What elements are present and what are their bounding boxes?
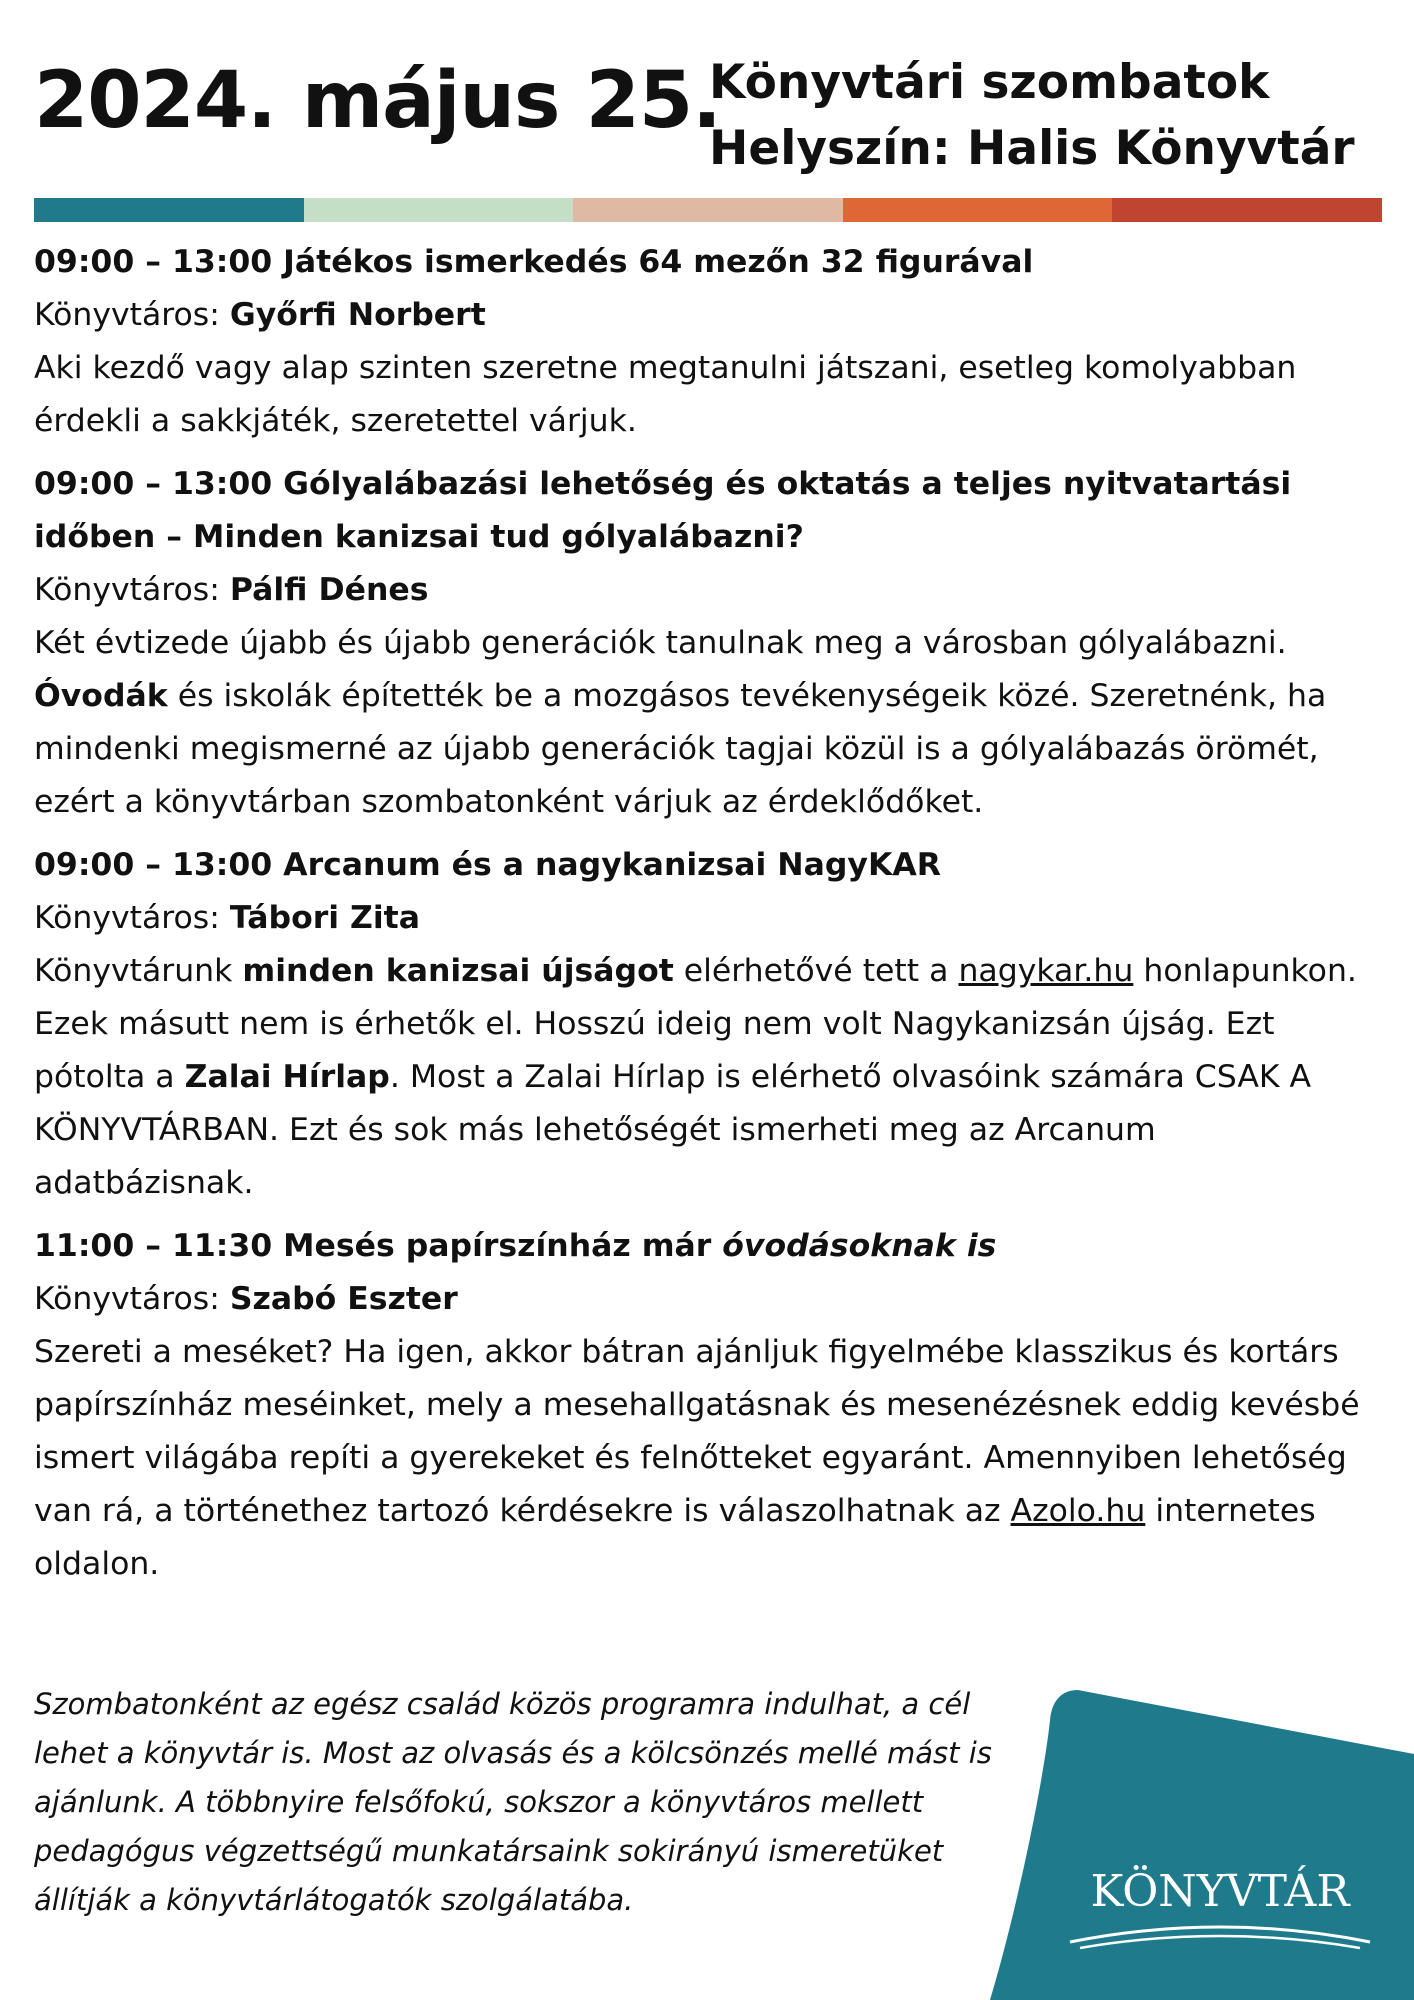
librarian-label: Könyvtáros: — [34, 900, 230, 936]
description-text: Könyvtárunk — [34, 953, 243, 989]
description-text: honlapunkon. Ezek másutt nem is érhetők el. Hosszú ideig nem volt Nagykanizsán újság. Ezt pótolta a — [34, 953, 1357, 1095]
description-text: elérhetővé tett a — [673, 953, 959, 989]
description-text: internetes oldalon. — [34, 1493, 1316, 1582]
description-text: . Most a Zalai Hírlap is elérhető olvasóink számára CSAK A KÖNYVTÁRBAN. Ezt és sok más lehetőségét ismerheti meg az Arcanum adatbázisnak. — [34, 1059, 1312, 1201]
open-book-icon — [1060, 1918, 1380, 1952]
event-date: 2024. május 25. — [34, 56, 721, 146]
event-librarian — [34, 564, 1384, 617]
event-description — [34, 617, 1384, 829]
header-right — [709, 50, 1355, 182]
librarian-name: Tábori Zita — [229, 900, 420, 936]
event-description — [34, 945, 1384, 1210]
description-bold: Óvodák — [34, 678, 168, 714]
event-description: Aki kezdő vagy alap szinten szeretne megtanulni játszani, esetleg komolyabban érdekli a sakkjáték, szeretettel várjuk. — [34, 350, 1297, 439]
event-librarian — [34, 892, 1384, 945]
color-bar-segment — [1112, 198, 1382, 222]
event-librarian — [34, 289, 1384, 342]
description-text: Szereti a meséket? Ha igen, akkor bátran ajánljuk figyelmébe klasszikus és kortárs papírszínház meséinket, mely a mesehallgatásnak és mesenézésnek eddig kevésbé ismert világába repíti a gyerekeket és felnőtteket egyaránt. Amennyiben lehetőség van rá, a történethez tartozó kérdésekre is válaszolhatnak az — [34, 1334, 1360, 1529]
event-title: 09:00 – 13:00 Arcanum és a nagykanizsai NagyKAR — [34, 847, 942, 883]
header — [34, 40, 1380, 190]
event-title — [34, 1220, 1384, 1273]
librarian-label: Könyvtáros: — [34, 572, 230, 608]
location: Helyszín: Halis Könyvtár — [709, 121, 1355, 176]
event-chess — [34, 236, 1384, 448]
azolo-link[interactable]: Azolo.hu — [1010, 1493, 1146, 1529]
event-librarian — [34, 1273, 1384, 1326]
color-bar — [34, 198, 1382, 222]
event-paper-theatre — [34, 1220, 1384, 1591]
event-title-italic: óvodásoknak is — [722, 1228, 997, 1264]
event-description — [34, 1326, 1384, 1591]
program-title: Könyvtári szombatok — [709, 55, 1270, 110]
color-bar-segment — [843, 198, 1113, 222]
description-text: Két évtizede újabb és újabb generációk tanulnak meg a városban gólyalábazni. — [34, 625, 1287, 661]
description-text: és iskolák építették be a mozgásos tevékenységeik közé. Szeretnénk, ha mindenki megismerné az újabb generációk tagjai közül is a gólyalábazás örömét, ezért a könyvtárban szombatonként várjuk az érdeklődőket. — [34, 678, 1327, 820]
event-title: 09:00 – 13:00 Játékos ismerkedés 64 mezőn 32 figurával — [34, 244, 1034, 280]
nagykar-link[interactable]: nagykar.hu — [958, 953, 1134, 989]
library-logo-text: KÖNYVTÁR — [1090, 1866, 1350, 1917]
color-bar-segment — [34, 198, 304, 222]
librarian-name: Győrfi Norbert — [229, 297, 486, 333]
event-arcanum — [34, 839, 1384, 1210]
color-bar-segment — [304, 198, 574, 222]
event-title-main: 11:00 – 11:30 Mesés papírszínház már — [34, 1228, 723, 1264]
event-stilts — [34, 458, 1384, 829]
footer-note: Szombatonként az egész család közös programra indulhat, a cél lehet a könyvtár is. Most az olvasás és a kölcsönzés mellé mást is ajánlunk. A többnyire felsőfokú, sokszor a könyvtáros mellett pedagógus végzettségű munkatársaink sokirányú ismeretüket állítják a könyvtárlátogatók szolgálatába. — [34, 1687, 992, 1917]
librarian-name: Pálfi Dénes — [229, 572, 429, 608]
librarian-name: Szabó Eszter — [229, 1281, 458, 1317]
logo-background-shape — [990, 1690, 1414, 2000]
events-list — [34, 236, 1384, 1601]
description-bold: minden kanizsai újságot — [242, 953, 674, 989]
librarian-label: Könyvtáros: — [34, 1281, 230, 1317]
event-title: 09:00 – 13:00 Gólyalábazási lehetőség és oktatás a teljes nyitvatartási időben – Minden kanizsai tud gólyalábazni? — [34, 466, 1292, 555]
librarian-label: Könyvtáros: — [34, 297, 230, 333]
color-bar-segment — [573, 198, 843, 222]
description-bold: Zalai Hírlap — [184, 1059, 390, 1095]
